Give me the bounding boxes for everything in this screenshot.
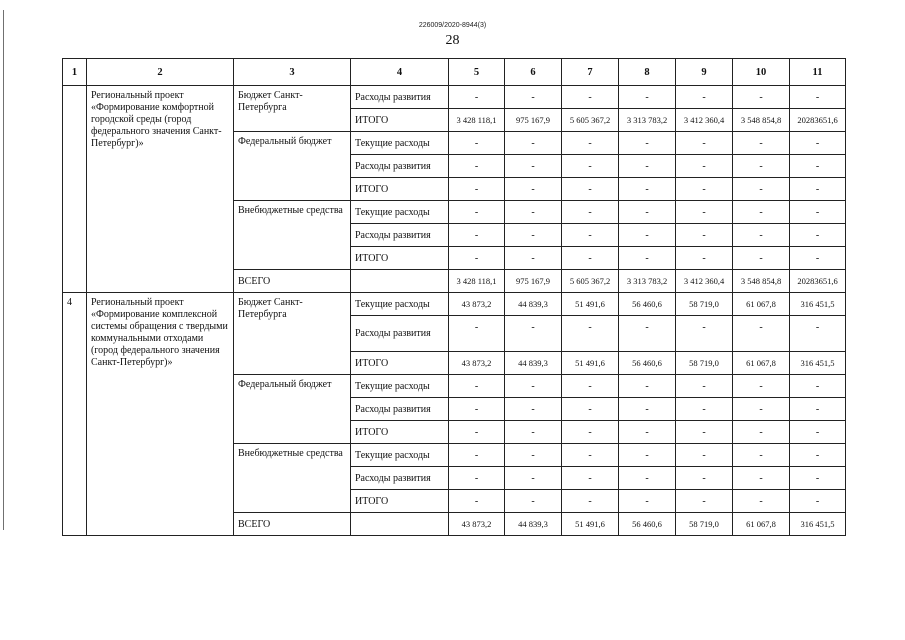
- total-amount-cell: 316 451,5: [790, 513, 846, 536]
- expense-type: Текущие расходы: [351, 375, 449, 398]
- amount-cell: -: [676, 86, 733, 109]
- amount-cell: -: [676, 467, 733, 490]
- page-number: 28: [445, 33, 460, 48]
- expense-type: Текущие расходы: [351, 444, 449, 467]
- amount-cell: -: [619, 247, 676, 270]
- amount-cell: 3 412 360,4: [676, 109, 733, 132]
- budget-table: [62, 58, 846, 536]
- amount-cell: -: [449, 375, 505, 398]
- column-header: 4: [351, 59, 449, 86]
- expense-type: ИТОГО: [351, 421, 449, 444]
- expense-type: Расходы развития: [351, 86, 449, 109]
- amount-cell: -: [733, 178, 790, 201]
- amount-cell: -: [733, 398, 790, 421]
- column-header: 7: [562, 59, 619, 86]
- total-label: ВСЕГО: [234, 270, 351, 293]
- expense-type: ИТОГО: [351, 109, 449, 132]
- amount-cell: -: [733, 421, 790, 444]
- amount-cell: -: [790, 398, 846, 421]
- column-header: 6: [505, 59, 562, 86]
- empty-cell: [351, 513, 449, 536]
- amount-cell: -: [790, 444, 846, 467]
- amount-cell: -: [562, 421, 619, 444]
- total-amount-cell: 5 605 367,2: [562, 270, 619, 293]
- expense-type: Расходы развития: [351, 316, 449, 352]
- expense-type: Расходы развития: [351, 398, 449, 421]
- amount-cell: -: [449, 467, 505, 490]
- amount-cell: -: [562, 247, 619, 270]
- project-name: Региональный проект «Формирование комфортной городской среды (город федерального значения Санкт-Петербург)»: [87, 86, 234, 293]
- total-amount-cell: 3 313 783,2: [619, 270, 676, 293]
- amount-cell: -: [562, 178, 619, 201]
- amount-cell: -: [449, 398, 505, 421]
- amount-cell: -: [505, 398, 562, 421]
- amount-cell: 58 719,0: [676, 352, 733, 375]
- column-header: 10: [733, 59, 790, 86]
- amount-cell: -: [619, 444, 676, 467]
- amount-cell: -: [790, 421, 846, 444]
- amount-cell: -: [449, 201, 505, 224]
- column-header: 3: [234, 59, 351, 86]
- amount-cell: -: [562, 86, 619, 109]
- amount-cell: -: [619, 155, 676, 178]
- amount-cell: -: [733, 375, 790, 398]
- column-header: 1: [63, 59, 87, 86]
- amount-cell: -: [733, 201, 790, 224]
- expense-type: Текущие расходы: [351, 132, 449, 155]
- column-header: 5: [449, 59, 505, 86]
- amount-cell: -: [449, 490, 505, 513]
- amount-cell: -: [790, 224, 846, 247]
- amount-cell: 56 460,6: [619, 352, 676, 375]
- total-amount-cell: 51 491,6: [562, 513, 619, 536]
- project-name: Региональный проект «Формирование комплексной системы обращения с твердыми коммунальными отходами (город федерального значения Санкт-Петербург)»: [87, 293, 234, 536]
- amount-cell: -: [562, 398, 619, 421]
- funding-source: Внебюджетные средства: [234, 201, 351, 270]
- amount-cell: -: [619, 490, 676, 513]
- amount-cell: -: [562, 132, 619, 155]
- scan-edge-line: [3, 10, 4, 530]
- amount-cell: -: [676, 316, 733, 352]
- total-amount-cell: 56 460,6: [619, 513, 676, 536]
- amount-cell: -: [619, 375, 676, 398]
- funding-source: Федеральный бюджет: [234, 132, 351, 201]
- amount-cell: -: [449, 178, 505, 201]
- expense-type: ИТОГО: [351, 247, 449, 270]
- amount-cell: -: [505, 375, 562, 398]
- amount-cell: -: [505, 421, 562, 444]
- total-amount-cell: 3 412 360,4: [676, 270, 733, 293]
- expense-type: Расходы развития: [351, 224, 449, 247]
- amount-cell: -: [790, 316, 846, 352]
- expense-type: ИТОГО: [351, 490, 449, 513]
- table-row: [63, 86, 846, 109]
- total-amount-cell: 20283651,6: [790, 270, 846, 293]
- amount-cell: -: [790, 178, 846, 201]
- amount-cell: -: [449, 132, 505, 155]
- amount-cell: 51 491,6: [562, 352, 619, 375]
- amount-cell: -: [733, 132, 790, 155]
- header-row: [63, 59, 846, 86]
- funding-source: Внебюджетные средства: [234, 444, 351, 513]
- table-row: [63, 293, 846, 316]
- amount-cell: -: [676, 398, 733, 421]
- amount-cell: -: [505, 201, 562, 224]
- amount-cell: 43 873,2: [449, 293, 505, 316]
- amount-cell: -: [619, 398, 676, 421]
- amount-cell: 58 719,0: [676, 293, 733, 316]
- column-header: 8: [619, 59, 676, 86]
- amount-cell: -: [733, 224, 790, 247]
- amount-cell: -: [676, 247, 733, 270]
- amount-cell: -: [676, 490, 733, 513]
- amount-cell: -: [676, 224, 733, 247]
- amount-cell: -: [505, 178, 562, 201]
- row-number: [63, 86, 87, 293]
- amount-cell: -: [790, 375, 846, 398]
- amount-cell: -: [449, 444, 505, 467]
- amount-cell: 5 605 367,2: [562, 109, 619, 132]
- amount-cell: -: [505, 155, 562, 178]
- amount-cell: -: [505, 467, 562, 490]
- amount-cell: -: [505, 224, 562, 247]
- amount-cell: -: [733, 86, 790, 109]
- amount-cell: -: [619, 132, 676, 155]
- total-amount-cell: 3 428 118,1: [449, 270, 505, 293]
- amount-cell: -: [562, 375, 619, 398]
- column-header: 9: [676, 59, 733, 86]
- amount-cell: -: [505, 132, 562, 155]
- amount-cell: -: [619, 178, 676, 201]
- column-header: 11: [790, 59, 846, 86]
- amount-cell: -: [449, 316, 505, 352]
- amount-cell: -: [676, 132, 733, 155]
- amount-cell: -: [733, 247, 790, 270]
- amount-cell: -: [790, 201, 846, 224]
- amount-cell: -: [562, 490, 619, 513]
- total-label: ВСЕГО: [234, 513, 351, 536]
- expense-type: Текущие расходы: [351, 201, 449, 224]
- amount-cell: -: [449, 247, 505, 270]
- expense-type: Расходы развития: [351, 155, 449, 178]
- amount-cell: -: [676, 375, 733, 398]
- amount-cell: 316 451,5: [790, 352, 846, 375]
- funding-source: Федеральный бюджет: [234, 375, 351, 444]
- amount-cell: -: [505, 86, 562, 109]
- amount-cell: -: [733, 155, 790, 178]
- amount-cell: -: [676, 444, 733, 467]
- amount-cell: -: [449, 86, 505, 109]
- total-amount-cell: 44 839,3: [505, 513, 562, 536]
- amount-cell: 3 548 854,8: [733, 109, 790, 132]
- amount-cell: 61 067,8: [733, 293, 790, 316]
- amount-cell: 44 839,3: [505, 352, 562, 375]
- amount-cell: -: [676, 178, 733, 201]
- amount-cell: 316 451,5: [790, 293, 846, 316]
- total-amount-cell: 58 719,0: [676, 513, 733, 536]
- document-code: 226009/2020-8944(3): [418, 22, 487, 29]
- amount-cell: 3 428 118,1: [449, 109, 505, 132]
- amount-cell: -: [790, 467, 846, 490]
- amount-cell: -: [449, 421, 505, 444]
- amount-cell: 56 460,6: [619, 293, 676, 316]
- row-number: 4: [63, 293, 87, 536]
- total-amount-cell: 61 067,8: [733, 513, 790, 536]
- amount-cell: -: [619, 201, 676, 224]
- amount-cell: -: [676, 201, 733, 224]
- amount-cell: -: [562, 467, 619, 490]
- empty-cell: [351, 270, 449, 293]
- amount-cell: 61 067,8: [733, 352, 790, 375]
- amount-cell: -: [790, 247, 846, 270]
- amount-cell: -: [562, 224, 619, 247]
- total-amount-cell: 975 167,9: [505, 270, 562, 293]
- total-amount-cell: 3 548 854,8: [733, 270, 790, 293]
- amount-cell: -: [790, 86, 846, 109]
- amount-cell: -: [449, 155, 505, 178]
- amount-cell: -: [562, 201, 619, 224]
- amount-cell: -: [562, 316, 619, 352]
- expense-type: ИТОГО: [351, 352, 449, 375]
- amount-cell: -: [733, 316, 790, 352]
- amount-cell: -: [733, 467, 790, 490]
- expense-type: Текущие расходы: [351, 293, 449, 316]
- amount-cell: 51 491,6: [562, 293, 619, 316]
- amount-cell: -: [676, 421, 733, 444]
- amount-cell: -: [449, 224, 505, 247]
- expense-type: Расходы развития: [351, 467, 449, 490]
- amount-cell: 3 313 783,2: [619, 109, 676, 132]
- amount-cell: -: [676, 155, 733, 178]
- total-amount-cell: 43 873,2: [449, 513, 505, 536]
- amount-cell: -: [790, 155, 846, 178]
- amount-cell: 20283651,6: [790, 109, 846, 132]
- amount-cell: -: [562, 444, 619, 467]
- amount-cell: 975 167,9: [505, 109, 562, 132]
- amount-cell: -: [619, 224, 676, 247]
- amount-cell: -: [505, 247, 562, 270]
- amount-cell: -: [505, 316, 562, 352]
- amount-cell: -: [562, 155, 619, 178]
- amount-cell: -: [619, 421, 676, 444]
- funding-source: Бюджет Санкт-Петербурга: [234, 86, 351, 132]
- amount-cell: -: [790, 132, 846, 155]
- funding-source: Бюджет Санкт-Петербурга: [234, 293, 351, 375]
- amount-cell: -: [733, 444, 790, 467]
- amount-cell: -: [619, 316, 676, 352]
- amount-cell: -: [505, 490, 562, 513]
- amount-cell: -: [505, 444, 562, 467]
- expense-type: ИТОГО: [351, 178, 449, 201]
- amount-cell: -: [619, 467, 676, 490]
- amount-cell: -: [790, 490, 846, 513]
- amount-cell: -: [733, 490, 790, 513]
- amount-cell: -: [619, 86, 676, 109]
- column-header: 2: [87, 59, 234, 86]
- amount-cell: 44 839,3: [505, 293, 562, 316]
- amount-cell: 43 873,2: [449, 352, 505, 375]
